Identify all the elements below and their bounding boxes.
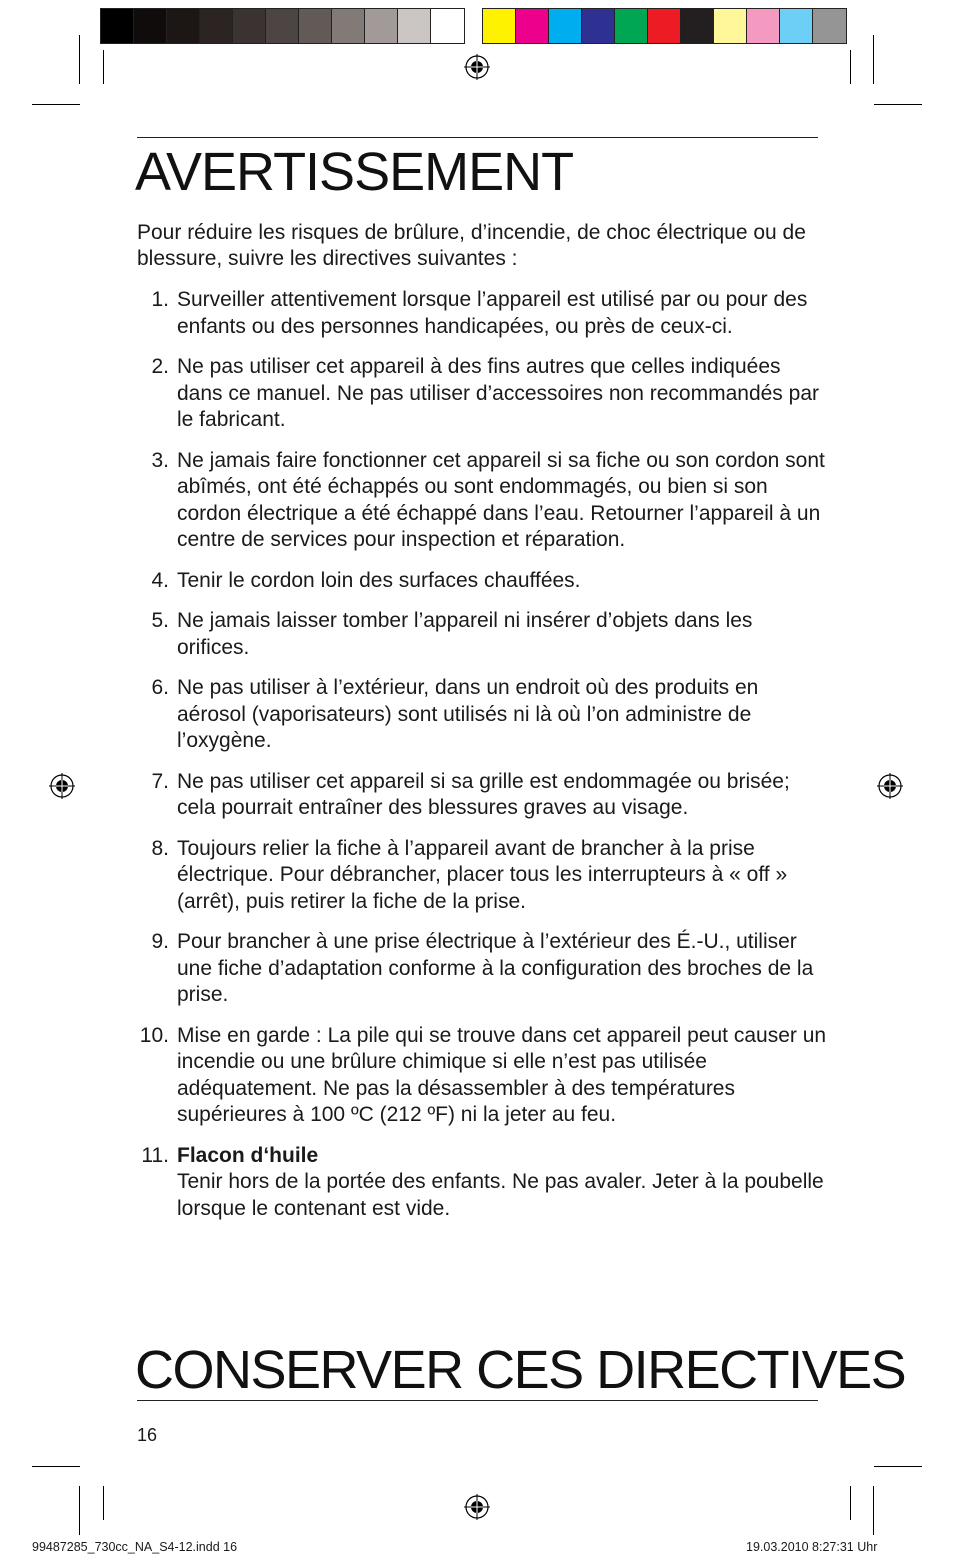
- list-item: [137, 769, 827, 822]
- list-item-text: Ne jamais laisser tomber l’appareil ni insérer d’objets dans les orifices.: [177, 609, 753, 659]
- list-item-title: Flacon d‘huile: [177, 1143, 319, 1167]
- gray-color-bar: [100, 8, 465, 44]
- list-item-text: Ne pas utiliser cet appareil à des fins autres que celles indiquées dans ce manuel. Ne pas utiliser d’accessoires non recommandés par le fabricant.: [177, 355, 819, 431]
- list-item: [137, 448, 827, 554]
- list-item-text: Ne jamais faire fonctionner cet appareil si sa fiche ou son cordon sont abîmés, ont été échappés ou sont endommagés, ou bien si son cordon électrique a été échappé dans l’eau. Retourner l’appareil à un centre de services pour inspection et réparation.: [177, 448, 825, 551]
- color-swatch: [648, 9, 681, 43]
- list-item-text: Ne pas utiliser à l’extérieur, dans un endroit où des produits en aérosol (vaporisateurs) sont utilisés ni là où l’on administre de l’oxygène.: [177, 676, 759, 752]
- color-swatch: [101, 9, 134, 43]
- color-swatch: [813, 9, 846, 43]
- list-item-number: 2.: [151, 355, 169, 378]
- crop-mark: [32, 104, 80, 105]
- list-item-text: Tenir le cordon loin des surfaces chauffées.: [177, 568, 581, 592]
- list-item-text: Toujours relier la fiche à l’appareil avant de brancher à la prise électrique. Pour débrancher, placer tous les interrupteurs à « off » (arrêt), puis retirer la fiche de la prise.: [177, 836, 788, 913]
- list-item: [137, 568, 827, 595]
- crop-mark: [103, 1486, 104, 1520]
- color-swatch: [780, 9, 813, 43]
- list-item: [137, 287, 827, 340]
- list-item: [137, 354, 827, 434]
- color-swatch: [516, 9, 549, 43]
- list-item-number: 11.: [141, 1143, 169, 1167]
- color-swatch: [582, 9, 615, 43]
- list-item-number: 1.: [151, 288, 169, 311]
- color-swatch: [365, 9, 398, 43]
- color-swatch: [681, 9, 714, 43]
- crop-mark: [874, 1466, 922, 1467]
- color-swatch: [747, 9, 780, 43]
- color-swatch: [134, 9, 167, 43]
- list-item-text: Tenir hors de la portée des enfants. Ne pas avaler. Jeter à la poubelle lorsque le contenant est vide.: [177, 1170, 824, 1220]
- color-swatch: [431, 9, 464, 43]
- registration-mark-icon: [464, 1494, 490, 1520]
- list-item: [137, 608, 827, 661]
- list-item: [137, 1023, 827, 1129]
- color-swatch: [398, 9, 431, 43]
- crop-mark: [874, 104, 922, 105]
- registration-mark-icon: [877, 773, 903, 799]
- list-item: [137, 1143, 827, 1223]
- color-swatch: [167, 9, 200, 43]
- footer-file-info: 99487285_730cc_NA_S4-12.indd 16: [32, 1540, 238, 1554]
- list-item-number: 7.: [151, 769, 169, 793]
- page-title: AVERTISSEMENT: [135, 142, 574, 202]
- crop-mark: [850, 50, 851, 84]
- color-swatch: [299, 9, 332, 43]
- color-swatch: [233, 9, 266, 43]
- crop-mark: [103, 50, 104, 84]
- cmyk-color-bar: [482, 8, 847, 44]
- list-item-number: 6.: [151, 676, 169, 699]
- color-swatch: [266, 9, 299, 43]
- list-item: [137, 675, 827, 755]
- list-item: [137, 929, 827, 1009]
- bottom-rule: [137, 1400, 818, 1401]
- color-swatch: [332, 9, 365, 43]
- list-item-text: Mise en garde : La pile qui se trouve dans cet appareil peut causer un incendie ou une brûlure chimique si elle n’est pas utilisée adéquatement. Ne pas la désassembler à des températures supérieures à 100 ºC (212 ºF) ni la jeter au feu.: [177, 1023, 827, 1126]
- crop-mark: [873, 1486, 874, 1535]
- top-rule: [137, 137, 818, 138]
- footer-timestamp: 19.03.2010 8:27:31 Uhr: [746, 1540, 878, 1554]
- color-swatch: [483, 9, 516, 43]
- list-item-number: 5.: [151, 609, 169, 632]
- intro-paragraph: Pour réduire les risques de brûlure, d’incendie, de choc électrique ou de blessure, suivre les directives suivantes :: [137, 221, 806, 270]
- list-item-number: 4.: [151, 568, 169, 592]
- list-item-number: 8.: [151, 836, 169, 860]
- color-swatch: [615, 9, 648, 43]
- color-swatch: [549, 9, 582, 43]
- list-item-number: 10.: [139, 1023, 169, 1047]
- list-item-text: Surveiller attentivement lorsque l’appareil est utilisé par ou pour des enfants ou des personnes handicapées, ou près de ceux-ci.: [177, 288, 808, 338]
- warning-list: [137, 287, 827, 1236]
- crop-mark: [850, 1486, 851, 1520]
- list-item-text: Pour brancher à une prise électrique à l’extérieur des É.-U., utiliser une fiche d’adaptation conforme à la configuration des broches de la prise.: [177, 930, 814, 1006]
- list-item-number: 9.: [151, 930, 169, 953]
- registration-mark-icon: [464, 54, 490, 80]
- list-item-number: 3.: [151, 448, 169, 472]
- list-item: [137, 836, 827, 916]
- registration-mark-icon: [49, 773, 75, 799]
- page-number: 16: [137, 1425, 158, 1445]
- crop-mark: [32, 1466, 80, 1467]
- color-swatch: [714, 9, 747, 43]
- list-item-text: Ne pas utiliser cet appareil si sa grille est endommagée ou brisée; cela pourrait entraîner des blessures graves au visage.: [177, 769, 790, 819]
- color-swatch: [200, 9, 233, 43]
- closing-heading: CONSERVER CES DIRECTIVES: [135, 1340, 906, 1400]
- crop-mark: [79, 1486, 80, 1535]
- crop-mark: [79, 35, 80, 84]
- crop-mark: [873, 35, 874, 84]
